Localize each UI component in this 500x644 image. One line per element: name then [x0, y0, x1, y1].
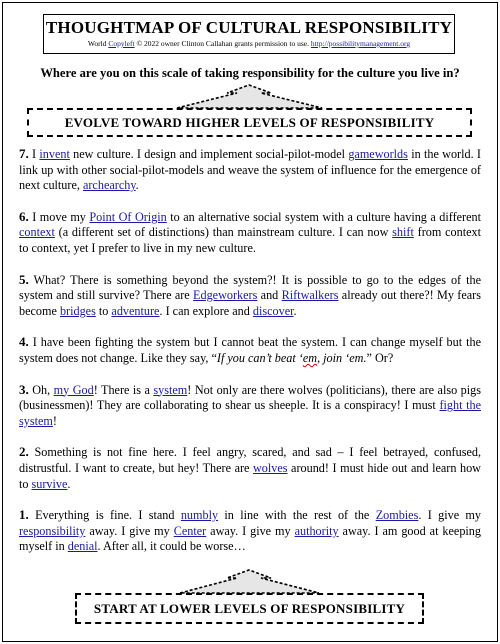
level-6 [19, 209, 481, 257]
level-text: I move my [28, 209, 90, 224]
context-link[interactable]: context [19, 225, 55, 240]
discover-link[interactable]: discover [252, 303, 294, 318]
top-arrow-icon [27, 84, 472, 110]
level-text: to [95, 303, 112, 318]
level-text: ” Or? [366, 350, 394, 365]
quote-part: If you can’t beat ‘ [216, 350, 303, 365]
zombies-link[interactable]: Zombies [375, 508, 419, 523]
bottom-arrow-icon [75, 569, 424, 595]
bridges-link[interactable]: bridges [59, 303, 96, 318]
numbly-link[interactable]: numbly [180, 508, 219, 523]
authority-link[interactable]: authority [294, 523, 339, 538]
invent-link[interactable]: invent [39, 147, 70, 161]
quote-part: , join ‘em. [317, 350, 367, 365]
level-text: ! [52, 413, 57, 428]
gameworlds-link[interactable]: gameworlds [348, 147, 408, 161]
level-2 [19, 444, 481, 492]
level-text: Something is not fine here. I feel angry, scared, and sad – I feel betrayed, confused, distrustful. I want to create, but hey! There are [19, 445, 481, 475]
copyright-line [44, 39, 454, 49]
level-text: Oh, [28, 382, 54, 397]
level-text: new culture. I design and implement social-pilot-model [69, 147, 349, 161]
level-number: 4. [19, 334, 29, 350]
level-3 [19, 382, 481, 430]
level-5 [19, 272, 481, 320]
page-title: THOUGHTMAP OF CULTURAL RESPONSIBILITY [45, 18, 453, 37]
level-7 [19, 146, 481, 194]
level-text: I have been fighting the system but I cannot beat the system. I can change myself but the system does not change. Like they say, “ [19, 335, 481, 365]
copyright-text: © 2022 owner Clinton Callahan grants permission to use. [134, 39, 311, 48]
denial-link[interactable]: denial [67, 539, 98, 554]
my-god-link[interactable]: my God [53, 382, 94, 397]
adventure-link[interactable]: adventure [111, 303, 160, 318]
level-number: 2. [19, 444, 29, 460]
level-number: 5. [19, 271, 29, 287]
riftwalkers-link[interactable]: Riftwalkers [281, 288, 339, 303]
level-text: Everything is fine. I stand [28, 508, 181, 523]
level-text: to an alternative social system with a culture having a different [166, 209, 481, 224]
level-text: ! There is a [93, 382, 154, 397]
level-text: (a different set of distinctions) than mainstream culture. I can now [54, 225, 393, 240]
banner-start: START AT LOWER LEVELS OF RESPONSIBILITY [75, 593, 424, 624]
point-of-origin-link[interactable]: Point Of Origin [89, 209, 167, 224]
responsibility-link[interactable]: responsibility [19, 523, 86, 538]
level-text: in the world. I link up with other social-pilot-models and weave the system of influence for the emergence of next culture, [19, 147, 481, 193]
edgeworkers-link[interactable]: Edgeworkers [193, 288, 258, 303]
level-text: around! I must hide out and learn how to [19, 460, 481, 491]
fight-the-system-link[interactable]: fight the system [19, 398, 481, 428]
level-1 [19, 507, 481, 555]
quote-em-word: em [302, 350, 318, 365]
level-text: away. I give my [85, 523, 174, 538]
level-text: already out there?! My fears become [19, 288, 481, 318]
levels-list [19, 146, 481, 570]
level-text: . I can explore and [159, 303, 253, 318]
level-text: in line with the rest of the [218, 508, 376, 523]
copyright-prefix: World [87, 39, 109, 48]
level-text: from context to context, yet I prefer to live in my new culture. [19, 225, 481, 255]
level-text: ! Not only are there wolves (politicians), there are also pigs (businessmen)! They are collaborating to shear us sheeple. It is a conspiracy! I must [19, 382, 481, 413]
level-text: . [293, 303, 297, 318]
level-text: I [28, 147, 40, 161]
header-box [43, 14, 455, 54]
level-number: 3. [19, 381, 29, 397]
level-text: . [67, 476, 71, 491]
level-text: away. I am good at keeping myself in [19, 523, 481, 554]
level-number: 6. [19, 208, 29, 224]
center-link[interactable]: Center [173, 523, 207, 538]
level-text: . [135, 178, 139, 193]
level-number: 7. [19, 146, 29, 161]
level-text: What? There is something beyond the system?! It is possible to go to the edges of the system and still survive? There are [19, 272, 481, 303]
system-link[interactable]: system [153, 382, 188, 397]
level-4 [19, 334, 481, 366]
copyleft-link[interactable]: Copyleft [108, 39, 135, 48]
level-text: away. I give my [206, 523, 295, 538]
scale-question: Where are you on this scale of taking responsibility for the culture you live in? [40, 66, 460, 80]
survive-link[interactable]: survive [31, 476, 68, 491]
banner-evolve: EVOLVE TOWARD HIGHER LEVELS OF RESPONSIBILITY [27, 108, 472, 137]
website-link[interactable]: http://possibilitymanagement.org [310, 39, 411, 48]
level-number: 1. [19, 507, 29, 523]
level-text: . After all, it could be worse… [97, 539, 246, 554]
level-text: and [257, 288, 282, 303]
wolves-link[interactable]: wolves [252, 460, 288, 475]
level-text: . I give my [418, 508, 482, 523]
quote-text [217, 351, 367, 365]
shift-link[interactable]: shift [392, 225, 414, 240]
archearchy-link[interactable]: archearchy [82, 178, 136, 193]
